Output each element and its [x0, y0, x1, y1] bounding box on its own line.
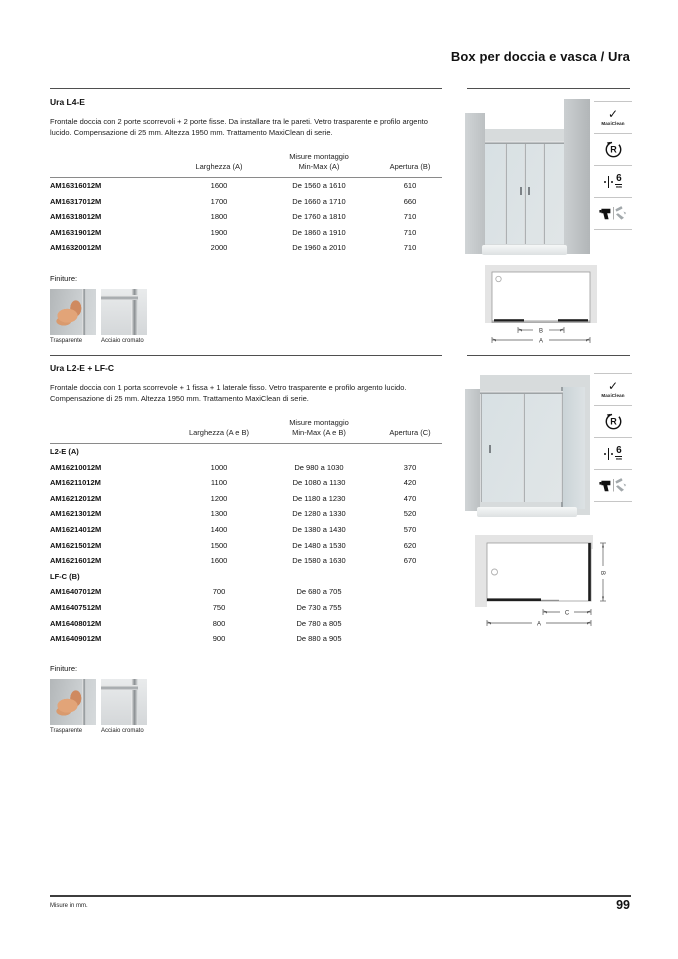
- glass-mark-icon: [604, 448, 613, 460]
- cell-code: AM16409012M: [50, 634, 102, 644]
- table-row: [50, 240, 442, 256]
- reversible-badge: [604, 406, 623, 437]
- feature-icons-strip: [594, 373, 632, 502]
- cell-opening: [378, 615, 442, 631]
- cell-code: AM16317012M: [50, 196, 102, 206]
- table-row: [50, 177, 442, 193]
- cell-code: AM16214012M: [50, 525, 102, 535]
- cell-range: De 1480 a 1530: [292, 540, 346, 550]
- maxiclean-badge: [601, 102, 624, 133]
- table-header-row: [50, 418, 442, 444]
- column-header-width: Larghezza (A e B): [178, 418, 260, 444]
- section-description: Frontale doccia con 2 porte scorrevoli + 2 porte fisse. Da installare tra le pareti. Vetro trasparente e profilo argento lucido. Compensazione di 25 mm. Altezza 1950 mm. Trattamento MaxiClean di serie.: [50, 117, 428, 138]
- table-row: [50, 537, 442, 553]
- table-row: [50, 475, 442, 491]
- header-rule-left: [50, 88, 442, 89]
- section-ura-l4e: [50, 97, 442, 346]
- door-handle: [520, 187, 522, 195]
- column-header-opening: Apertura (C): [378, 418, 442, 444]
- cell-opening: 710: [403, 212, 417, 222]
- column-header-range-line1: Misure montaggio: [289, 151, 349, 161]
- cell-code: AM16408012M: [50, 618, 102, 628]
- footer-rule: [50, 895, 631, 897]
- header-rule-right: [467, 88, 630, 89]
- top-view-drawing: [461, 533, 629, 633]
- wall-left: [465, 113, 485, 254]
- products-table-l4e: [50, 152, 442, 256]
- finishes-block: [50, 664, 442, 736]
- cell-range: De 1080 a 1130: [292, 478, 346, 488]
- table-body: [50, 177, 442, 255]
- table-row: [50, 225, 442, 241]
- glass-thickness-icon: [604, 174, 623, 190]
- finishes-block: [50, 274, 442, 346]
- cell-code: AM16320012M: [50, 243, 102, 253]
- section-ura-l2e-lfc: [50, 363, 442, 736]
- finish-swatch-trasparente: [50, 289, 96, 346]
- table-row: [50, 209, 442, 225]
- cell-range: De 1560 a 1610: [292, 181, 346, 191]
- table-body: [50, 443, 442, 646]
- cell-range: De 1180 a 1230: [292, 493, 346, 503]
- column-header-range-line2: Min-Max (A e B): [292, 427, 346, 437]
- table-row: [50, 491, 442, 507]
- chrome-steel-swatch-image: [101, 289, 147, 335]
- table-header-row: [50, 152, 442, 178]
- cell-code: AM16215012M: [50, 540, 102, 550]
- product-photo-ura-l4e: [465, 99, 590, 257]
- column-header-width: Larghezza (A): [178, 152, 260, 178]
- technical-diagram-l4e: [461, 263, 617, 354]
- reversible-icon: [604, 412, 623, 431]
- cell-width: 1600: [210, 181, 228, 191]
- table-group-label: L2-E (A): [50, 447, 79, 457]
- cell-width: 1800: [210, 212, 228, 222]
- dimension-label-b: B: [599, 570, 605, 576]
- cell-opening: 670: [403, 556, 417, 566]
- cell-code: AM16213012M: [50, 509, 102, 519]
- glass-frame-edge: [561, 394, 563, 502]
- cell-code: AM16210012M: [50, 462, 102, 472]
- glass-thickness-value: 6: [616, 444, 622, 456]
- finish-swatches: [50, 679, 442, 736]
- cell-code: AM16407512M: [50, 602, 102, 612]
- cell-code: AM16407012M: [50, 587, 102, 597]
- maxiclean-label: MaxiClean: [601, 121, 625, 126]
- cell-width: 800: [212, 618, 226, 628]
- cell-opening: 470: [403, 493, 417, 503]
- footer-note: Misure in mm.: [50, 903, 88, 909]
- shower-tray: [482, 245, 567, 255]
- finishes-label: Finiture:: [50, 664, 78, 674]
- table-row: [50, 631, 442, 647]
- cell-opening: 370: [403, 462, 417, 472]
- section-rule-right: [467, 355, 630, 356]
- cell-opening: 610: [403, 181, 417, 191]
- cell-opening: [378, 631, 442, 647]
- table-row: [50, 553, 442, 569]
- top-view-drawing: [461, 263, 617, 349]
- cell-range: De 1280 a 1330: [292, 509, 346, 519]
- table-row: [50, 584, 442, 600]
- cell-width: 1400: [210, 525, 228, 535]
- cell-range: De 1660 a 1710: [292, 196, 346, 206]
- cell-opening: 570: [403, 525, 417, 535]
- checkmark-icon: ✓: [607, 107, 619, 121]
- door-handle: [528, 187, 530, 195]
- cell-code: AM16318012M: [50, 212, 102, 222]
- page-number: 99: [616, 898, 630, 912]
- finish-swatch-acciaio-cromato: [101, 679, 147, 736]
- column-header-range: [260, 418, 378, 444]
- glass-thickness-badge: [604, 166, 623, 197]
- table-row: [50, 459, 442, 475]
- finish-swatch-trasparente: [50, 679, 96, 736]
- column-header-range: [260, 152, 378, 178]
- installation-badge: [599, 198, 627, 229]
- table-row: [50, 600, 442, 616]
- swatch-caption: Trasparente: [50, 728, 83, 735]
- maxiclean-badge: [601, 374, 624, 405]
- column-header-opening: Apertura (B): [378, 152, 442, 178]
- cell-width: 750: [212, 602, 226, 612]
- wall-left: [465, 389, 480, 511]
- cell-code: AM16319012M: [50, 227, 102, 237]
- installation-badge: [599, 470, 627, 501]
- glass-divider: [543, 144, 545, 244]
- swatch-caption: Acciaio cromato: [101, 728, 144, 735]
- finish-swatch-acciaio-cromato: [101, 289, 147, 346]
- reversible-badge: [604, 134, 623, 165]
- glass-thickness-unit: mm: [615, 185, 623, 190]
- chrome-steel-swatch-image: [101, 679, 147, 725]
- shower-tray: [477, 507, 577, 517]
- svg-text:R: R: [609, 144, 617, 155]
- glass-mark-icon: [604, 176, 613, 188]
- table-group-row: [50, 443, 442, 459]
- dimension-label-b: B: [538, 328, 544, 335]
- cell-width: 1300: [210, 509, 228, 519]
- cell-opening: [378, 584, 442, 600]
- cell-code: AM16216012M: [50, 556, 102, 566]
- cell-opening: 520: [403, 509, 417, 519]
- dimension-label-a: A: [538, 338, 544, 345]
- cell-range: De 1960 a 2010: [292, 243, 346, 253]
- glass-thickness-icon: [604, 446, 623, 462]
- glass-divider: [505, 144, 507, 244]
- finishes-label: Finiture:: [50, 273, 78, 283]
- cell-width: 1700: [210, 196, 228, 206]
- cell-range: De 780 a 805: [296, 618, 342, 628]
- svg-text:R: R: [609, 416, 617, 427]
- column-header-range-line1: Misure montaggio: [289, 417, 349, 427]
- cell-opening: 710: [403, 243, 417, 253]
- technical-diagram-l2e-lfc: [461, 533, 629, 638]
- glass-thickness-unit: mm: [615, 457, 623, 462]
- table-row: [50, 193, 442, 209]
- cell-width: 1100: [210, 478, 228, 488]
- door-handle: [489, 445, 491, 453]
- cell-opening: 420: [403, 478, 417, 488]
- cell-width: 2000: [210, 243, 228, 253]
- column-header-range-line2: Min-Max (A): [298, 161, 340, 171]
- side-fixed-panel: [561, 387, 585, 509]
- cell-width: 1900: [210, 227, 228, 237]
- glass-divider: [523, 394, 525, 502]
- cell-range: De 680 a 705: [296, 587, 342, 597]
- glass-panels: [480, 394, 563, 502]
- table-row: [50, 522, 442, 538]
- transparent-glass-swatch-image: [50, 679, 96, 725]
- cell-width: 900: [212, 634, 226, 644]
- product-photo-ura-l2e-lfc: [465, 371, 590, 521]
- table-row: [50, 615, 442, 631]
- glass-divider: [524, 144, 526, 244]
- cell-range: De 980 a 1030: [294, 462, 344, 472]
- section-rule-left: [50, 355, 442, 356]
- divider: [594, 229, 632, 230]
- drill-tools-icon: [599, 478, 627, 493]
- cell-range: De 1860 a 1910: [292, 227, 346, 237]
- finish-swatches: [50, 289, 442, 346]
- transparent-glass-swatch-image: [50, 289, 96, 335]
- wall-right: [564, 99, 590, 254]
- products-table-l2e-lfc: [50, 418, 442, 647]
- page-title: Box per doccia e vasca / Ura: [450, 49, 630, 64]
- dimension-label-c: C: [564, 610, 570, 617]
- cell-range: De 1760 a 1810: [292, 212, 346, 222]
- cell-width: 1200: [210, 493, 228, 503]
- cell-code: AM16316012M: [50, 181, 102, 191]
- cell-opening: 620: [403, 540, 417, 550]
- swatch-caption: Acciaio cromato: [101, 337, 144, 344]
- section-title: Ura L2-E + LF-C: [50, 363, 114, 373]
- drill-tools-icon: [599, 206, 627, 221]
- section-description: Frontale doccia con 1 porta scorrevole + 1 fissa + 1 laterale fisso. Vetro trasparente e profilo argento lucido. Compensazione di 25 mm. Altezza 1950 mm. Trattamento MaxiClean di serie.: [50, 383, 407, 404]
- table-group-label: LF-C (B): [50, 571, 80, 581]
- glass-frame-edge: [480, 394, 482, 502]
- cell-range: De 1580 a 1630: [292, 556, 346, 566]
- cell-opening: 710: [403, 227, 417, 237]
- cell-range: De 730 a 755: [296, 602, 342, 612]
- feature-icons-strip: [594, 101, 632, 230]
- swatch-caption: Trasparente: [50, 337, 83, 344]
- table-group-row: [50, 569, 442, 585]
- cell-width: 700: [212, 587, 226, 597]
- cell-range: De 880 a 905: [296, 634, 342, 644]
- cell-range: De 1380 a 1430: [292, 525, 346, 535]
- table-row: [50, 506, 442, 522]
- reversible-icon: [604, 140, 623, 159]
- dimension-label-a: A: [536, 621, 542, 628]
- cell-width: 1500: [210, 540, 228, 550]
- glass-thickness-value: 6: [616, 172, 622, 184]
- section-title: Ura L4-E: [50, 97, 85, 107]
- cell-width: 1000: [210, 462, 228, 472]
- maxiclean-label: MaxiClean: [601, 393, 625, 398]
- divider: [594, 501, 632, 502]
- column-header-code: [50, 418, 178, 444]
- column-header-code: [50, 152, 178, 178]
- cell-code: AM16211012M: [50, 478, 101, 488]
- checkmark-icon: ✓: [607, 379, 619, 393]
- cell-width: 1600: [210, 556, 228, 566]
- cell-opening: [378, 600, 442, 616]
- glass-thickness-badge: [604, 438, 623, 469]
- cell-opening: 660: [403, 196, 417, 206]
- cell-code: AM16212012M: [50, 493, 102, 503]
